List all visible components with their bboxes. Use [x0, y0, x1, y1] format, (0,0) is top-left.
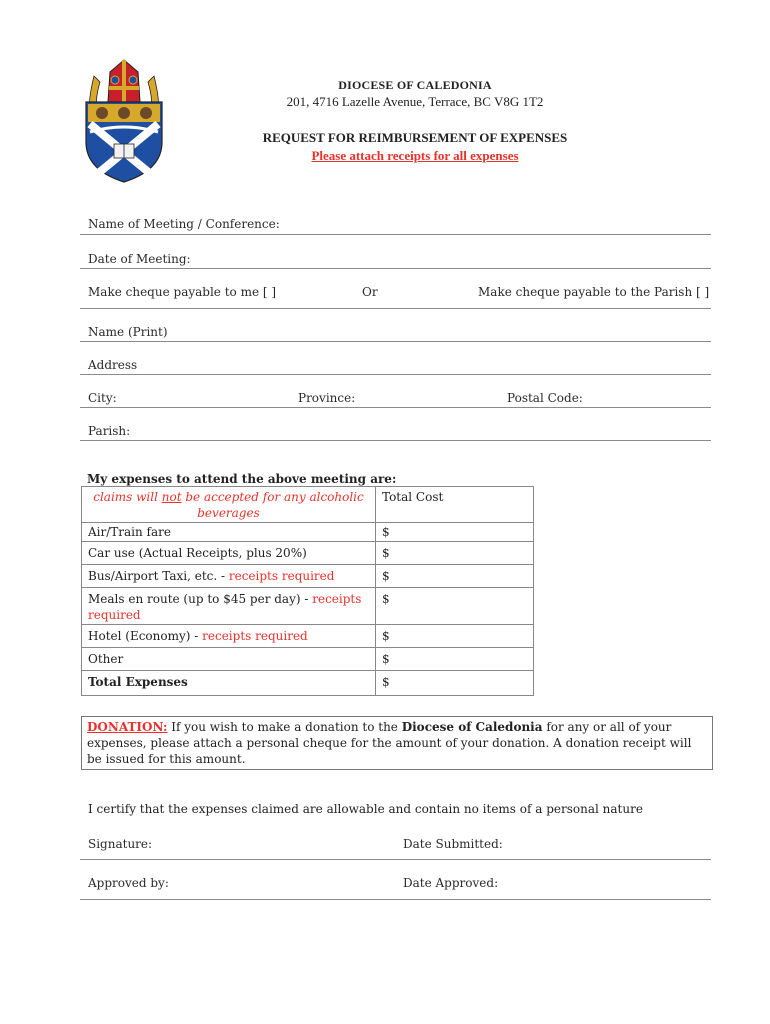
signature-field[interactable] [80, 859, 711, 860]
signature-label: Signature: [88, 837, 153, 851]
date-approved-label: Date Approved: [403, 876, 499, 890]
organization-address: 201, 4716 Lazelle Avenue, Terrace, BC V8G 1T2 [286, 94, 544, 109]
expense-amount-input[interactable]: $ [376, 523, 534, 542]
address-label: Address [88, 358, 138, 372]
approved-by-label: Approved by: [88, 876, 169, 890]
or-label: Or [362, 285, 378, 299]
table-row [82, 625, 534, 648]
expense-amount-input[interactable]: $ [376, 588, 534, 625]
divider [80, 308, 711, 309]
total-expenses-input[interactable]: $ [376, 671, 534, 696]
expense-amount-input[interactable]: $ [376, 542, 534, 565]
expense-label: Other [82, 648, 376, 671]
expense-label: Hotel (Economy) - receipts required [82, 625, 376, 648]
table-row [82, 671, 534, 696]
parish-label: Parish: [88, 424, 131, 438]
expense-label: Meals en route (up to $45 per day) - receipts required [82, 588, 376, 625]
total-expenses-label: Total Expenses [82, 671, 376, 696]
expenses-table [81, 486, 534, 696]
expenses-heading: My expenses to attend the above meeting are: [87, 472, 397, 486]
expense-label: Air/Train fare [82, 523, 376, 542]
name-print-label: Name (Print) [88, 325, 168, 339]
meeting-name-label: Name of Meeting / Conference: [88, 217, 280, 231]
table-row [82, 487, 534, 523]
total-cost-header: Total Cost [376, 487, 534, 523]
expense-label: Car use (Actual Receipts, plus 20%) [82, 542, 376, 565]
donation-box: DONATION: If you wish to make a donation to the Diocese of Caledonia for any or all of your expenses, please attach a personal cheque for the amount of your donation. A donation receipt will be issued for this amount. [81, 716, 713, 770]
expense-amount-input[interactable]: $ [376, 565, 534, 588]
table-row [82, 588, 534, 625]
expense-amount-input[interactable]: $ [376, 648, 534, 671]
table-row [82, 565, 534, 588]
parish-field[interactable] [80, 440, 711, 441]
alcohol-note: claims will not be accepted for any alcoholic beverages [82, 487, 376, 523]
meeting-date-label: Date of Meeting: [88, 252, 191, 266]
certification-text: I certify that the expenses claimed are allowable and contain no items of a personal nature [88, 802, 643, 816]
address-field[interactable] [80, 374, 711, 375]
donation-label: DONATION: [87, 720, 168, 734]
date-submitted-label: Date Submitted: [403, 837, 503, 851]
expense-amount-input[interactable]: $ [376, 625, 534, 648]
approval-field[interactable] [80, 899, 711, 900]
table-row [82, 542, 534, 565]
postal-code-label: Postal Code: [507, 391, 583, 405]
cheque-payable-parish-checkbox[interactable]: Make cheque payable to the Parish [ ] [478, 285, 710, 299]
meeting-name-field[interactable] [80, 234, 711, 235]
table-row [82, 648, 534, 671]
diocese-name: Diocese of Caledonia [401, 720, 543, 734]
organization-name: DIOCESE OF CALEDONIA [338, 78, 492, 92]
table-row [82, 523, 534, 542]
city-label: City: [88, 391, 117, 405]
meeting-date-field[interactable] [80, 268, 711, 269]
cheque-payable-me-checkbox[interactable]: Make cheque payable to me [ ] [88, 285, 277, 299]
name-print-field[interactable] [80, 341, 711, 342]
form-subtitle: Please attach receipts for all expenses [311, 148, 519, 163]
city-province-postal-field[interactable] [80, 407, 711, 408]
province-label: Province: [298, 391, 356, 405]
diocesan-coat-of-arms-icon [80, 58, 168, 184]
expense-label: Bus/Airport Taxi, etc. - receipts required [82, 565, 376, 588]
form-title: REQUEST FOR REIMBURSEMENT OF EXPENSES [262, 130, 568, 145]
